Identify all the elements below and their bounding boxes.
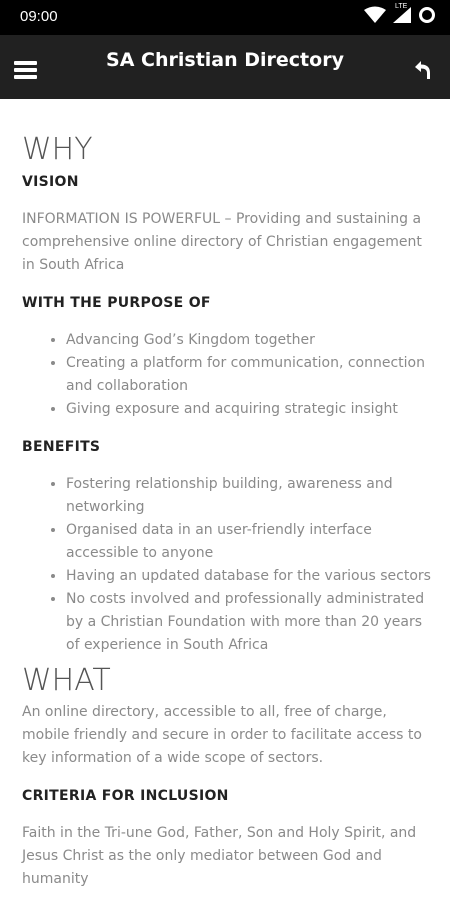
cellular-signal-icon — [392, 3, 412, 28]
vision-text: INFORMATION IS POWERFUL – Providing and sustaining a comprehensive online directory of Christian engagement in South Africa — [22, 211, 422, 273]
back-button[interactable] — [411, 59, 433, 81]
back-arrow-icon — [411, 59, 433, 81]
list-item: • Organised data in an user-friendly interface accessible to anyone — [66, 519, 432, 565]
vision-heading: VISION — [22, 174, 79, 190]
wifi-icon — [364, 6, 386, 28]
list-item: • No costs involved and professionally administrated by a Christian Foundation with more than 20 years of experience in South Africa — [66, 588, 432, 657]
status-bar — [0, 0, 450, 35]
benefits-list — [22, 473, 432, 657]
list-item: • Giving exposure and acquiring strategic insight — [66, 398, 432, 421]
hamburger-line — [14, 75, 37, 79]
app-title: SA Christian Directory — [106, 49, 344, 71]
why-heading: WHY — [22, 132, 93, 167]
status-icons — [364, 3, 436, 27]
list-item: • Fostering relationship building, awareness and networking — [66, 473, 432, 519]
what-text: An online directory, accessible to all, free of charge, mobile friendly and secure in order to facilitate access to key information of a wide scope of sectors. — [22, 704, 422, 766]
status-time: 09:00 — [20, 8, 58, 25]
network-type-label: LTE — [395, 3, 408, 10]
criteria-text: Faith in the Tri-une God, Father, Son and Holy Spirit, and Jesus Christ as the only mediator between God and humanity — [22, 825, 417, 887]
criteria-heading: CRITERIA FOR INCLUSION — [22, 788, 229, 804]
battery-icon — [418, 6, 436, 28]
app-bar — [0, 35, 450, 99]
list-item: • Creating a platform for communication, connection and collaboration — [66, 352, 432, 398]
benefits-heading: BENEFITS — [22, 439, 101, 455]
what-heading: WHAT — [22, 663, 111, 698]
about-content — [22, 130, 432, 891]
list-item: • Advancing God’s Kingdom together — [66, 329, 432, 352]
purpose-heading: WITH THE PURPOSE OF — [22, 295, 211, 311]
list-item: • Having an updated database for the various sectors — [66, 565, 432, 588]
purpose-list — [22, 329, 432, 421]
